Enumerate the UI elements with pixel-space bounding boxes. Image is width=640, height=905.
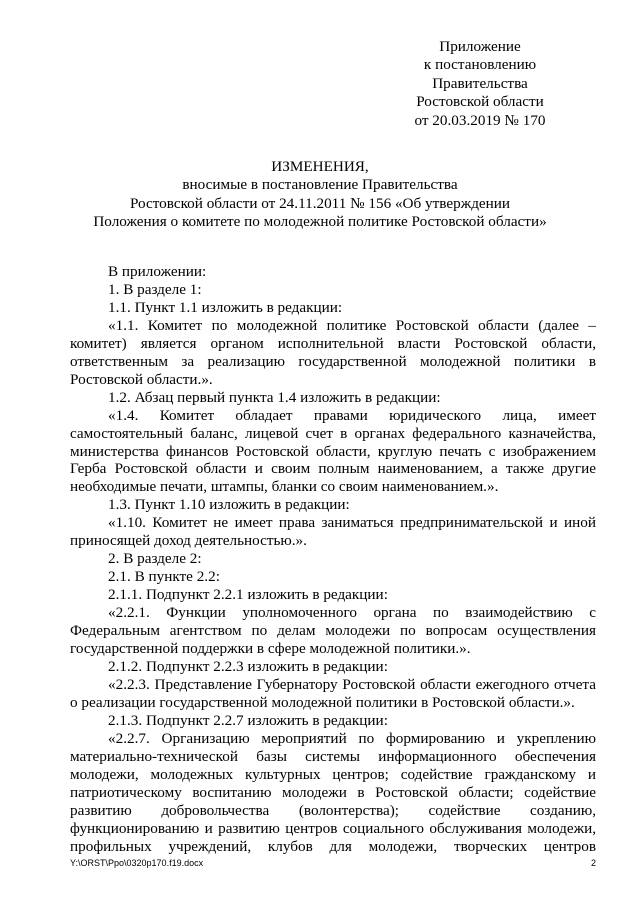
heading-line: Ростовской области от 24.11.2011 № 156 «Об утверждении (129, 194, 511, 212)
appendix-line: Приложение (439, 38, 521, 55)
paragraph: 1.1. Пункт 1.1 изложить в редакции: (108, 298, 343, 316)
paragraph: «2.2.1. Функции уполномоченного органа по взаимодействию с Федеральным агентством по делам молодежи по вопросам осуществления государственной поддержки в сфере молодежной политики.». (70, 604, 596, 658)
paragraph: 1. В разделе 1: (108, 280, 202, 298)
paragraph: 2.1.1. Подпункт 2.2.1 изложить в редакции: (108, 586, 388, 604)
document-body (70, 263, 596, 855)
paragraph: «1.1. Комитет по молодежной политике Ростовской области (далее – комитет) является органом исполнительной власти Ростовской области, ответственным за реализацию государственной молодежной политики в Ростовской области.». (70, 316, 596, 388)
file-path: Y:\ORST\Ppo\0320p170.f19.docx (70, 858, 204, 868)
appendix-line: Правительства (432, 74, 528, 92)
paragraph: «1.4. Комитет обладает правами юридического лица, имеет самостоятельный баланс, лицевой счет в органах федерального казначейства, министерства финансов Ростовской области, круглую печать с изображением Герба Ростовской области и своим полным наименованием, а также другие необходимые печати, штампы, бланки со своим наименованием.». (70, 406, 596, 496)
heading-title: ИЗМЕНЕНИЯ, (271, 158, 369, 175)
document-heading (60, 158, 580, 232)
paragraph: «1.10. Комитет не имеет права заниматься предпринимательской и иной приносящей доход деятельностью.». (70, 514, 596, 550)
paragraph: 2.1.2. Подпункт 2.2.3 изложить в редакции: (108, 657, 388, 675)
paragraph: 1.3. Пункт 1.10 изложить в редакции: (108, 496, 350, 514)
appendix-line: от 20.03.2019 № 170 (414, 111, 546, 129)
paragraph: «2.2.3. Представление Губернатору Ростовской области ежегодного отчета о реализации государственной молодежной политики в Ростовской области.». (70, 675, 596, 711)
paragraph: 2.1. В пункте 2.2: (108, 568, 220, 586)
appendix-line: к постановлению (423, 56, 537, 74)
appendix-block (380, 38, 580, 130)
paragraph: 2. В разделе 2: (108, 550, 202, 568)
appendix-line: Ростовской области (416, 93, 544, 111)
paragraph: В приложении: (108, 263, 207, 280)
paragraph: 1.2. Абзац первый пункта 1.4 изложить в редакции: (108, 388, 441, 406)
page-number: 2 (590, 858, 596, 868)
paragraph: 2.1.3. Подпункт 2.2.7 изложить в редакции: (108, 711, 388, 729)
heading-line: вносимые в постановление Правительства (182, 176, 458, 194)
paragraph: «2.2.7. Организацию мероприятий по формированию и укреплению материально-технической базы системы информационного обеспечения молодежи, молодежных культурных центров; содействие гражданскому и патриотическому воспитанию молодежи в Ростовской области; содействие развитию добровольчества (волонтерства); содействие созданию, функционированию и развитию центров социального обслуживания молодежи, профильных учреждений, клубов для молодежи, творческих центров (70, 729, 596, 855)
heading-line: Положения о комитете по молодежной политике Ростовской области» (93, 213, 547, 231)
